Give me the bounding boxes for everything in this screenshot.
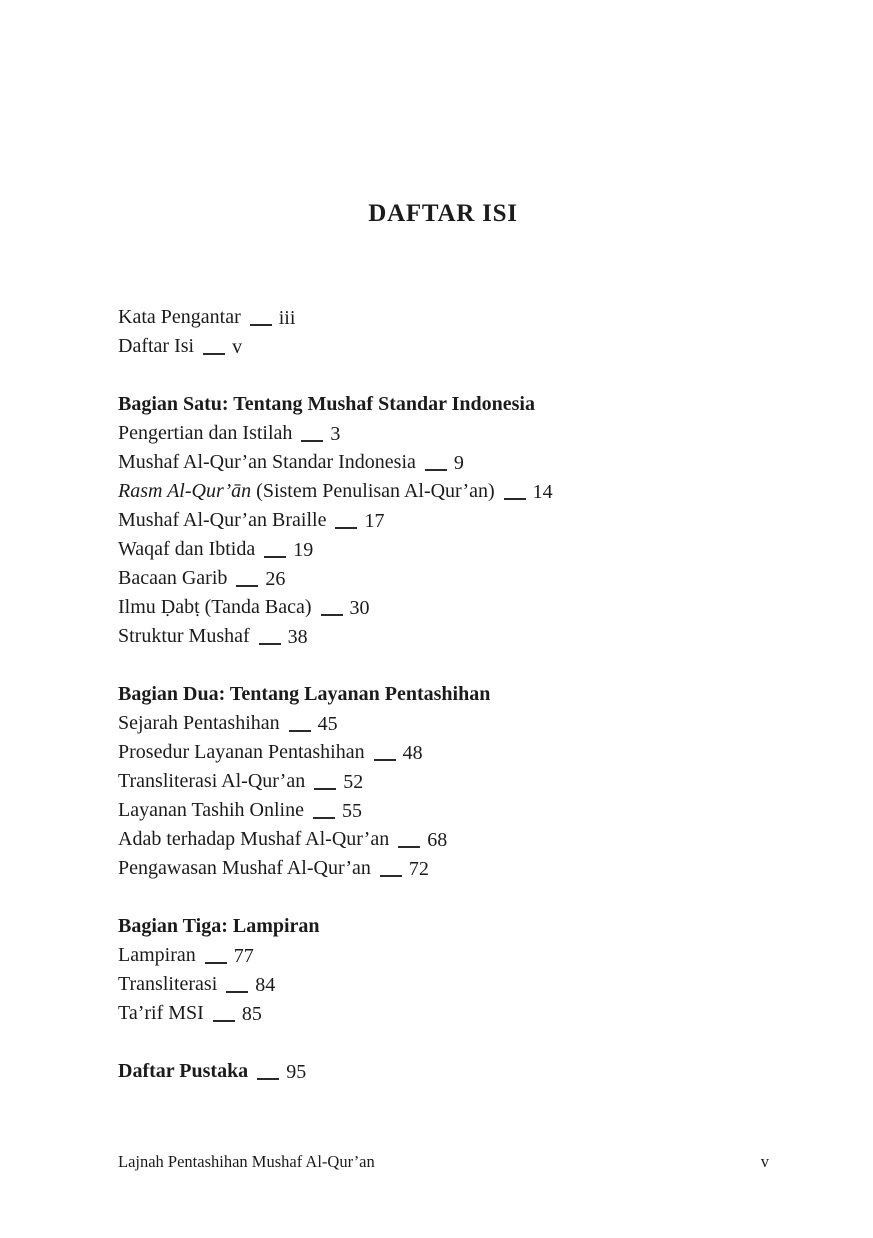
- toc-entry: [118, 593, 813, 622]
- toc-entry-title: Bacaan Garib: [118, 567, 228, 589]
- page-separator-line: [259, 643, 281, 645]
- toc-entry: [118, 767, 813, 796]
- toc-entry-page: 72: [408, 858, 429, 880]
- toc-entry-title: Waqaf dan Ibtida: [118, 538, 256, 560]
- page-separator-line: [335, 527, 357, 529]
- page-separator-line: [257, 1078, 279, 1080]
- page-separator-line: [313, 817, 335, 819]
- page-separator-line: [203, 353, 225, 355]
- footer-book-title: Lajnah Pentashihan Mushaf Al-Qur’an: [118, 1152, 375, 1171]
- toc-entry: [118, 999, 813, 1028]
- toc-entry: [118, 448, 813, 477]
- toc-entry-title: Ta’rif MSI: [118, 1002, 204, 1024]
- toc-entry-page: 45: [317, 713, 338, 735]
- page-separator-line: [425, 469, 447, 471]
- toc-entry-page: 68: [427, 829, 448, 851]
- toc-entry: [118, 506, 813, 535]
- toc-entry-title: (Sistem Penulisan Al-Qur’an): [251, 480, 495, 502]
- page-separator-line: [264, 556, 286, 558]
- toc-entry-page: 17: [364, 510, 385, 532]
- toc-entry-title: Lampiran: [118, 944, 196, 966]
- page-separator-line: [289, 730, 311, 732]
- toc-entry-page: 95: [286, 1061, 307, 1083]
- toc-entry-page: 9: [453, 452, 464, 474]
- toc-entry-title: Pengertian dan Istilah: [118, 422, 293, 444]
- toc-entry-page: 85: [241, 1003, 262, 1025]
- toc-entry-title: Ilmu Ḍabṭ (Tanda Baca): [118, 596, 312, 618]
- toc-entry-page: 3: [330, 423, 341, 445]
- toc-entry-title-italic: Rasm Al-Qur’ān: [118, 480, 252, 502]
- toc-entry: [118, 622, 813, 651]
- footer-page-number: v: [760, 1152, 769, 1171]
- toc-entry: [118, 796, 813, 825]
- toc-entry: [118, 941, 813, 970]
- toc-entry-title: Transliterasi Al-Qur’an: [118, 770, 306, 792]
- toc-entry: [118, 477, 813, 506]
- toc-entry-page: v: [232, 336, 243, 358]
- toc-entry-page: 77: [233, 945, 254, 967]
- page-separator-line: [374, 759, 396, 761]
- toc-section-heading: Bagian Satu: Tentang Mushaf Standar Indonesia: [118, 393, 535, 415]
- page-separator-line: [380, 875, 402, 877]
- toc-entry: [118, 970, 813, 999]
- toc-entry-title: Daftar Pustaka: [118, 1060, 249, 1082]
- toc-entry: [118, 564, 813, 593]
- toc-entry-title: Adab terhadap Mushaf Al-Qur’an: [118, 828, 390, 850]
- toc-entry-page: 38: [287, 626, 308, 648]
- toc-entry-title: Kata Pengantar: [118, 306, 241, 328]
- toc-entry-page: 26: [265, 568, 286, 590]
- toc-entry-page: 14: [532, 481, 553, 503]
- toc-entry-title: Pengawasan Mushaf Al-Qur’an: [118, 857, 371, 879]
- toc-entry-page: 30: [349, 597, 370, 619]
- toc-entry-title: Transliterasi: [118, 973, 218, 995]
- toc-closing-entry: [118, 1057, 813, 1086]
- toc-entry-title: Mushaf Al-Qur’an Braille: [118, 509, 327, 531]
- toc-entry: [118, 303, 813, 332]
- page-separator-line: [236, 585, 258, 587]
- toc-content: [118, 303, 813, 1086]
- page-footer: [118, 1152, 769, 1172]
- page-separator-line: [321, 614, 343, 616]
- page-title: DAFTAR ISI: [368, 199, 518, 227]
- toc-entry-page: 48: [402, 742, 423, 764]
- toc-entry-title: Mushaf Al-Qur’an Standar Indonesia: [118, 451, 416, 473]
- toc-entry: [118, 709, 813, 738]
- toc-entry: [118, 332, 813, 361]
- page-separator-line: [213, 1020, 235, 1022]
- toc-entry-title: Layanan Tashih Online: [118, 799, 304, 821]
- toc-entry-page: 84: [255, 974, 276, 996]
- page-separator-line: [504, 498, 526, 500]
- toc-entry-title: Prosedur Layanan Pentashihan: [118, 741, 365, 763]
- page-separator-line: [398, 846, 420, 848]
- toc-entry: [118, 419, 813, 448]
- toc-entry: [118, 535, 813, 564]
- page-separator-line: [301, 440, 323, 442]
- toc-entry-title: Sejarah Pentashihan: [118, 712, 280, 734]
- page-separator-line: [250, 324, 272, 326]
- toc-section-heading: Bagian Dua: Tentang Layanan Pentashihan: [118, 683, 491, 705]
- toc-entry-page: 52: [343, 771, 364, 793]
- toc-entry: [118, 738, 813, 767]
- toc-section-heading: Bagian Tiga: Lampiran: [118, 915, 320, 937]
- toc-entry-page: iii: [278, 307, 296, 329]
- toc-entry-title: Struktur Mushaf: [118, 625, 250, 647]
- toc-entry-title: Daftar Isi: [118, 335, 195, 357]
- page-separator-line: [226, 991, 248, 993]
- page-separator-line: [205, 962, 227, 964]
- toc-entry-page: 55: [341, 800, 362, 822]
- toc-entry-page: 19: [293, 539, 314, 561]
- toc-entry: [118, 825, 813, 854]
- page-separator-line: [314, 788, 336, 790]
- toc-entry: [118, 854, 813, 883]
